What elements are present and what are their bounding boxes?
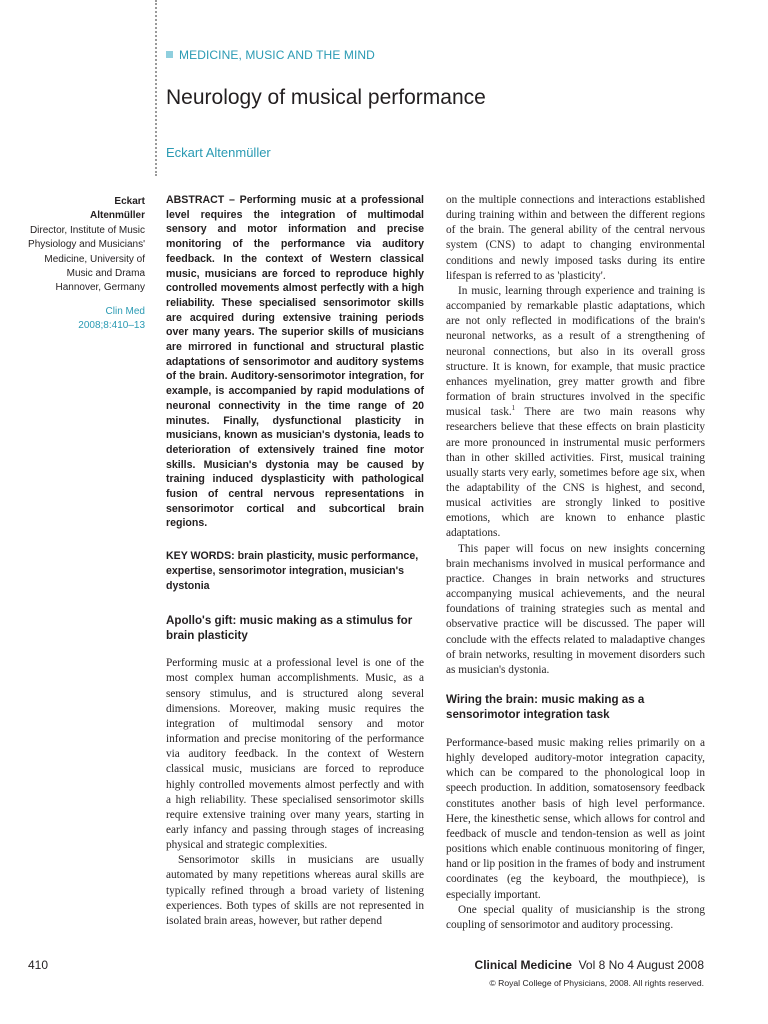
vertical-dotted-rule xyxy=(155,0,157,176)
sidebar-citation-ref: 2008;8:410–13 xyxy=(78,320,145,332)
article-title: Neurology of musical performance xyxy=(166,86,486,109)
footer-journal-name: Clinical Medicine xyxy=(474,958,572,972)
section1-paragraph-1: Performing music at a professional level is one of the most complex human accomplishments. Music, as a sensory stimulus, and is structured along several dimensions. Moreover, making music requires the integration of multimodal sensory and motor information and precise monitoring of the performance via auditory feedback. In the context of Western classical music, musicians are forced to reproduce highly controlled movements almost perfectly and with a high reliability. These specialised sensorimotor skills require extensive training over many years, starting in early infancy and passing through stages of increasing physical and strategic complexities. xyxy=(166,657,424,852)
section1-paragraph-2: Sensorimotor skills in musicians are usually automated by many repetitions whereas aural skills are typically refined through a broad variety of listening experiences. Both types of skills are not represented in isolated brain areas, however, but rather depend xyxy=(166,854,424,927)
author-name: Eckart Altenmüller xyxy=(166,145,271,160)
reference-marker: 1 xyxy=(511,404,516,413)
square-bullet-icon xyxy=(166,51,173,58)
section-label-text: MEDICINE, MUSIC AND THE MIND xyxy=(179,48,375,62)
col2-paragraph-5: One special quality of musicianship is the strong coupling of sensorimotor and auditory processing. xyxy=(446,903,705,931)
sidebar-name-line1: Eckart xyxy=(114,196,145,207)
footer-issue: Vol 8 No 4 August 2008 xyxy=(578,958,704,972)
footer-copyright: © Royal College of Physicians, 2008. All rights reserved. xyxy=(489,978,704,988)
column-left xyxy=(166,193,424,929)
col2-paragraph-4: Performance-based music making relies primarily on a highly developed auditory-motor integration capacity, which can be compared to the phonological loop in speech production. In addition, somatosensory feedback constitutes another basis of high level performance. Here, the kinesthetic sense, which allows for control and feedback of muscle and tendon-tension as well as joint positions which enable continuous monitoring of finger, hand or lip position in the frames of body and instrument coordinates (eg the keyboard, the mouthpiece), is especially important. xyxy=(446,737,705,901)
author-sidebar xyxy=(20,195,145,334)
section2-heading: Wiring the brain: music making as a sensorimotor integration task xyxy=(446,693,645,721)
sidebar-affiliation: Director, Institute of Music Physiology and Musicians' Medicine, University of Music and Drama Hannover, Germany xyxy=(28,224,145,294)
footer-journal xyxy=(475,958,704,972)
abstract-text: ABSTRACT – Performing music at a professional level requires the integration of multimodal sensory and motor information and precise monitoring of the performance via auditory feedback. In the context of Western classical music, musicians are forced to reproduce highly controlled movements almost perfectly with a high reliability. These specialised sensorimotor skills are acquired during extensive training periods over many years. The superior skills of musicians are mirrored in functional and structural plastic adaptations of sensorimotor and auditory systems of the brain. Auditory-sensorimotor integration, for example, is accompanied by rapid modulations of neuronal connectivity in the time range of 20 minutes. Finally, dysfunctional plasticity in musicians, known as musician's dystonia, leads to deterioration of extensively trained fine motor skills. Musician's dystonia may be caused by training induced dysplasticity with pathological fusion of central nervous representations in sensorimotor cortical and subcortical brain regions. xyxy=(166,194,424,530)
page-number: 410 xyxy=(28,958,49,972)
col2-paragraph-2 xyxy=(446,284,705,542)
section-label xyxy=(166,48,375,62)
sidebar-name-line2: Altenmüller xyxy=(89,210,145,222)
col2-paragraph-2-part2: There are two main reasons why researchers believe that these effects on brain plasticity are more pronounced in instrumental music performers than in other skilled activities. First, musical training usually starts very early, sometimes before age six, when the adaptability of the CNS is highest, and second, musical activities are strongly linked to positive emotions, which are known to enhance plastic adaptations. xyxy=(446,406,705,540)
col2-paragraph-3: This paper will focus on new insights concerning brain mechanisms involved in musical performance and practice. Changes in brain networks and structures accompanying musical achievements, and the neural foundations of training strategies such as mental and observative practice will be discussed. The paper will conclude with the effects related to maladaptive changes of brain networks, resulting in movement disorders such as musician's dystonia. xyxy=(446,542,705,676)
col2-paragraph-2-part1: In music, learning through experience and training is accompanied by remarkable plastic adaptations, which are not only reflected in modifications of the brain's neuronal networks, as a result of a strengthening of neuronal connections, but also in its overall gross structure. It is known, for example, that music practice enhances myelination, grey matter growth and fibre formation of brain structures involved in the specific musical task. xyxy=(446,284,705,419)
section1-heading: Apollo's gift: music making as a stimulus for brain plasticity xyxy=(166,614,413,643)
column-right xyxy=(446,193,705,933)
sidebar-citation-journal: Clin Med xyxy=(105,305,145,317)
col2-paragraph-1: on the multiple connections and interactions established during training within and between the different regions of the brain. The general ability of the central nervous system (CNS) to adapt to changing environmental conditions and newly imposed tasks during its entire lifespan is referred to as 'plasticity'. xyxy=(446,194,705,282)
keywords-text: KEY WORDS: brain plasticity, music performance, expertise, sensorimotor integration, musician's dystonia xyxy=(166,550,419,592)
